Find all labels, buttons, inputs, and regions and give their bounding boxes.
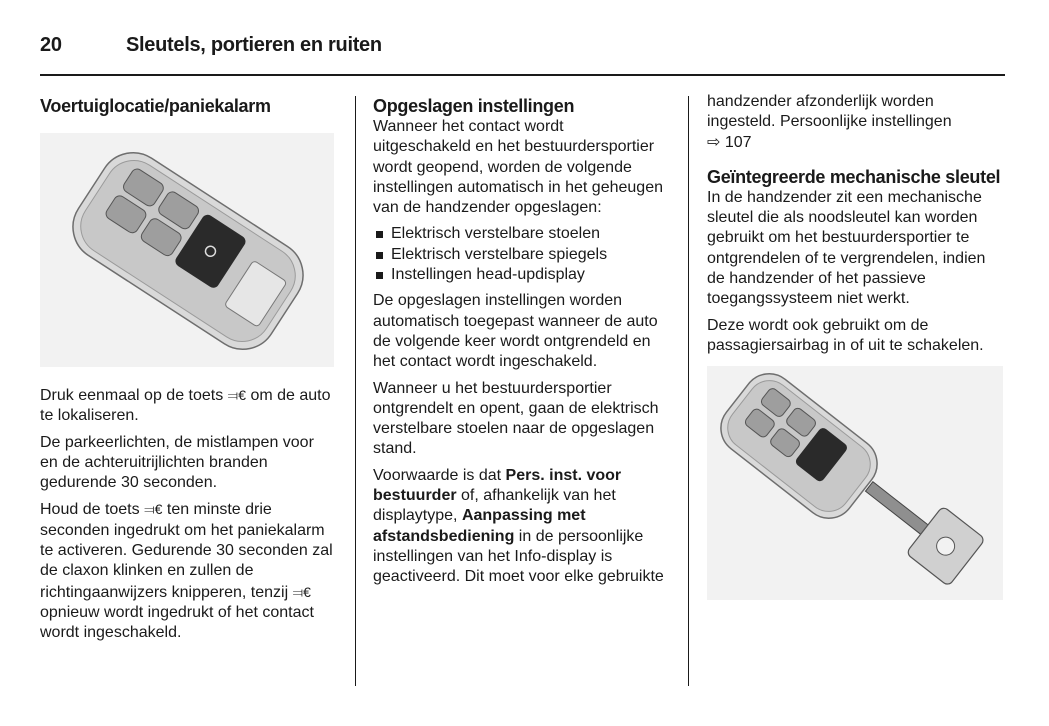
paragraph: Houd de toets ⫤€ ten minste drie seconden ingedrukt om het paniekalarm te activeren. Gedurende 30 seconden zal de claxon klinken en zullen de richtingaanwijzers knipperen, tenzij ⫤€ opnieuw wordt ingedrukt of het contact wordt ingeschakeld.: [40, 501, 333, 642]
bullet-icon: [376, 272, 383, 279]
list-item: Instellingen head-updisplay: [373, 265, 665, 285]
section-heading: Geïntegreerde mechanische sleutel: [707, 166, 1001, 187]
paragraph: Druk eenmaal op de toets ⫤€ om de auto te lokaliseren.: [40, 387, 331, 425]
column-3: [707, 92, 1003, 600]
horn-icon: ⫤€: [227, 387, 247, 403]
paragraph: Deze wordt ook gebruikt om de passagiersairbag in of uit te schakelen.: [707, 316, 984, 354]
header-rule: [40, 74, 1005, 76]
paragraph: De opgeslagen instellingen worden automatisch toegepast wanneer de auto de volgende keer wordt ontgrendeld en het contact wordt ingeschakeld.: [373, 292, 658, 371]
column-1: [40, 96, 336, 650]
paragraph: In de handzender zit een mechanische sleutel die als noodsleutel kan worden gebruikt om het bestuurdersportier te ontgrendelen of te vergrendelen, indien de handzender of het passieve toegangssysteem niet werkt.: [707, 188, 986, 308]
bullet-icon: [376, 231, 383, 238]
column-2: [373, 96, 665, 594]
column-divider: [688, 96, 689, 686]
horn-icon: ⫤€: [144, 501, 163, 518]
bullet-list: [373, 224, 665, 285]
section-heading: Opgeslagen instellingen: [373, 96, 575, 116]
paragraph: Wanneer u het bestuurdersportier ontgrendelt en opent, gaan de elektrisch verstelbare stoelen naar de opgeslagen stand.: [373, 379, 659, 458]
key-fob-image: [40, 133, 334, 367]
paragraph: handzender afzonderlijk worden ingesteld. Persoonlijke instellingen ⇨ 107: [707, 93, 952, 151]
page-header: [40, 34, 382, 57]
key-fob-with-mechanical-key-image: [707, 366, 1003, 600]
paragraph: De parkeerlichten, de mistlampen voor en de achteruitrijlichten branden gedurende 30 seconden.: [40, 433, 314, 492]
page-number: 20: [40, 34, 62, 56]
column-divider: [355, 96, 356, 686]
horn-icon: ⫤€: [292, 583, 311, 600]
page-reference[interactable]: ⇨ 107: [707, 133, 752, 151]
chapter-title: Sleutels, portieren en ruiten: [126, 34, 382, 56]
paragraph: Wanneer het contact wordt uitgeschakeld en het bestuurdersportier wordt geopend, worden de volgende instellingen automatisch in het geheugen van de handzender opgeslagen:: [373, 118, 663, 217]
list-item: Elektrisch verstelbare spiegels: [373, 245, 665, 265]
paragraph: Voorwaarde is dat Pers. inst. voor bestuurder of, afhankelijk van het displaytype, Aanpassing met afstandsbediening in de persoonlijke instellingen van het Info-display is geactiveerd. Dit moet voor elke gebruikte: [373, 466, 664, 586]
section-heading: Voertuiglocatie/paniekalarm: [40, 96, 271, 116]
bullet-icon: [376, 252, 383, 259]
list-item: Elektrisch verstelbare stoelen: [373, 224, 665, 244]
